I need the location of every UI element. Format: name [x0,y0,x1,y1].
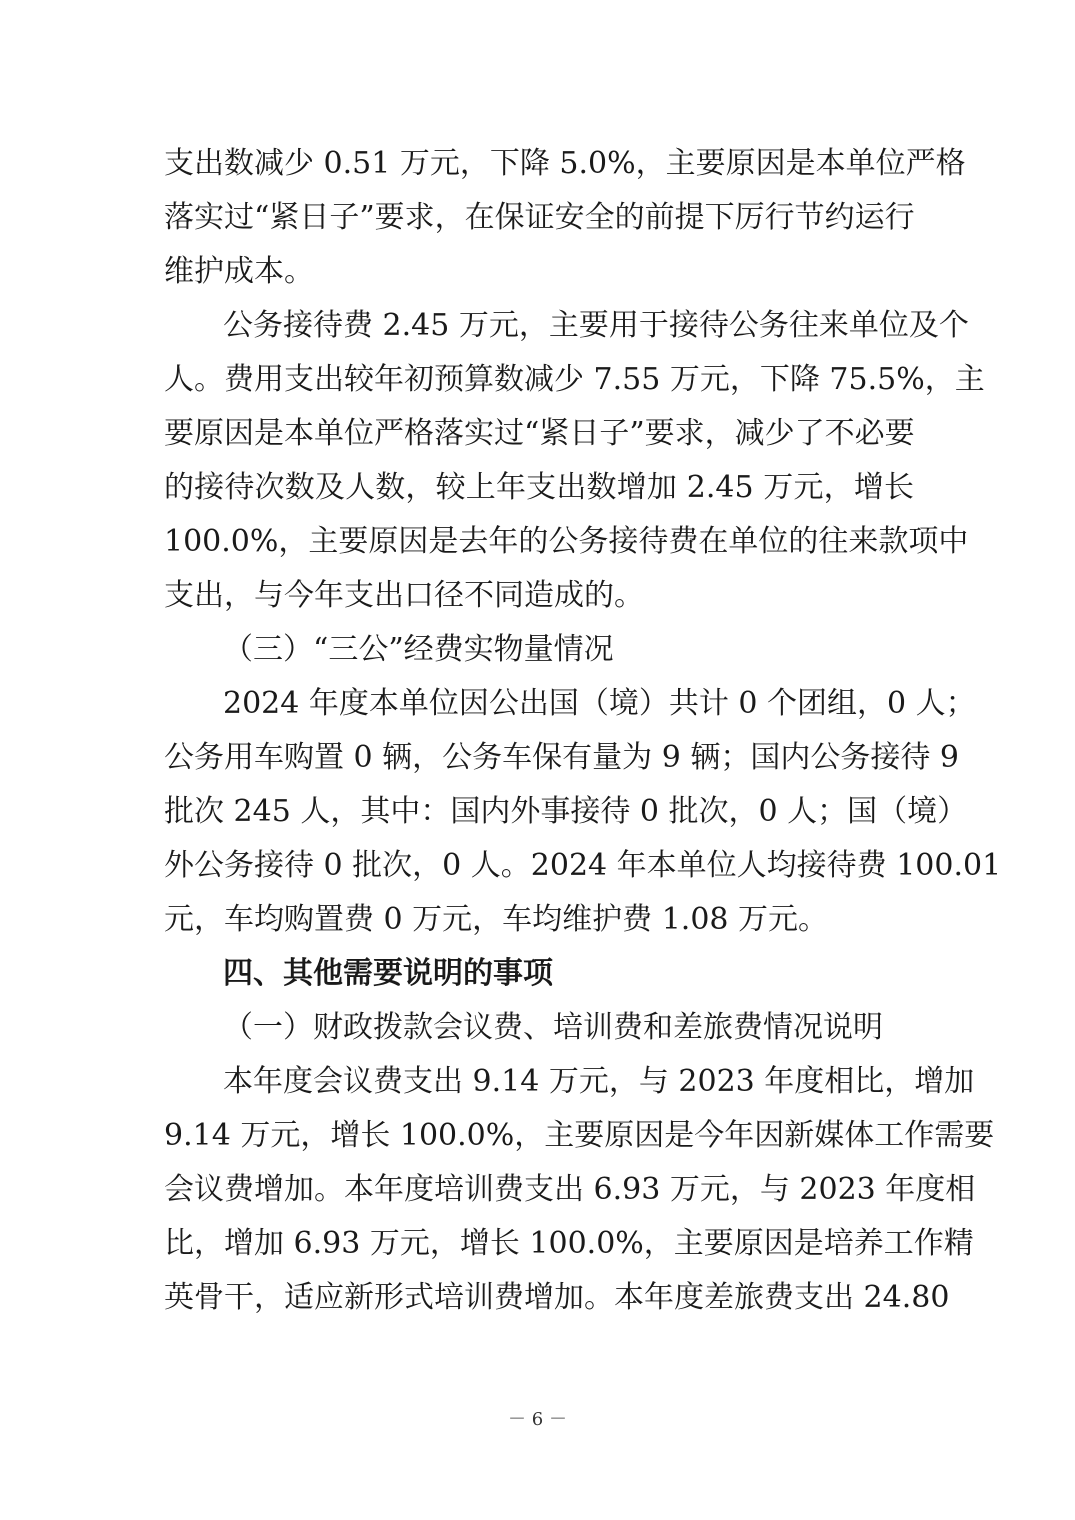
text-line: 要原因是本单位严格落实过“紧日子”要求，减少了不必要 [164,416,915,451]
text-line: 的接待次数及人数，较上年支出数增加 2.45 万元，增长 [164,470,914,505]
text-line: 公务用车购置 0 辆，公务车保有量为 9 辆；国内公务接待 9 [164,740,959,775]
page-number: － 6 － [508,1409,567,1430]
text-line: 9.14 万元，增长 100.0%，主要原因是今年因新媒体工作需要 [164,1118,995,1153]
text-line: 外公务接待 0 批次，0 人。2024 年本单位人均接待费 100.01 [164,848,1002,883]
text-line: 人。费用支出较年初预算数减少 7.55 万元，下降 75.5%，主 [164,362,985,397]
section-heading: 四、其他需要说明的事项 [223,956,553,991]
text-line: 支出数减少 0.51 万元，下降 5.0%，主要原因是本单位严格 [164,146,966,181]
text-line: 英骨干，适应新形式培训费增加。本年度差旅费支出 24.80 [164,1280,950,1315]
text-line: 批次 245 人，其中：国内外事接待 0 批次，0 人；国（境） [164,794,968,829]
text-line: 支出，与今年支出口径不同造成的。 [164,578,644,613]
text-line: 比，增加 6.93 万元，增长 100.0%，主要原因是培养工作精 [164,1226,974,1261]
text-line: 会议费增加。本年度培训费支出 6.93 万元，与 2023 年度相 [164,1172,976,1207]
text-line: 100.0%，主要原因是去年的公务接待费在单位的往来款项中 [164,524,969,559]
text-line: 维护成本。 [164,254,314,289]
text-line: 元，车均购置费 0 万元，车均维护费 1.08 万元。 [164,902,829,937]
section-subheading: （三）“三公”经费实物量情况 [223,632,614,667]
text-line: 2024 年度本单位因公出国（境）共计 0 个团组，0 人； [223,686,976,721]
text-line: 公务接待费 2.45 万元，主要用于接待公务往来单位及个 [223,308,969,343]
text-line: 落实过“紧日子”要求，在保证安全的前提下厉行节约运行 [164,200,915,235]
section-subheading: （一）财政拨款会议费、培训费和差旅费情况说明 [223,1010,883,1045]
text-line: 本年度会议费支出 9.14 万元，与 2023 年度相比，增加 [223,1064,975,1099]
